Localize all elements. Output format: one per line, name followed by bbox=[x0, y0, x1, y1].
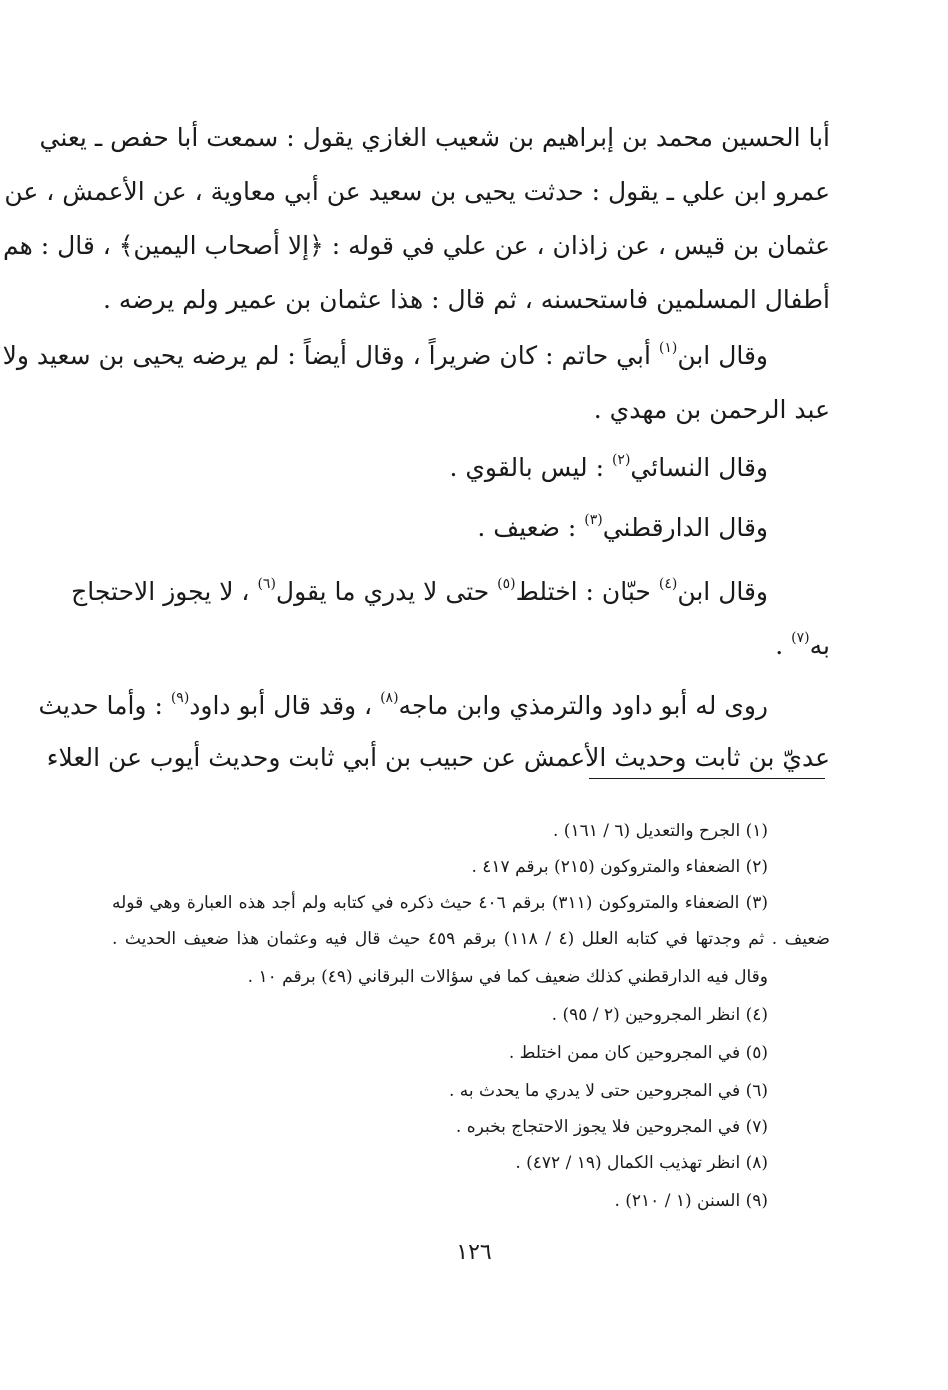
footnote-5: (٥) في المجروحين كان ممن اختلط . bbox=[508, 1043, 768, 1063]
footnote-7: (٧) في المجروحين فلا يجوز الاحتجاج بخبره . bbox=[455, 1117, 768, 1137]
footnote-ref-4: (٤) bbox=[658, 576, 678, 592]
footnote-ref-2: (٢) bbox=[611, 452, 631, 468]
footnote-ref-7: (٧) bbox=[791, 630, 810, 646]
footnote-ref-8: (٨) bbox=[380, 690, 399, 706]
footnote-3-line-2: ضعيف . ثم وجدتها في كتابه العلل (٤ / ١١٨) برقم ٤٥٩ حيث قال فيه وعثمان هذا ضعيف الحديث . bbox=[112, 929, 830, 949]
footnote-ref-3: (٣) bbox=[584, 512, 603, 528]
footnotes bbox=[2, 0, 830, 1230]
footnote-ref-1: (١) bbox=[658, 340, 678, 356]
paragraph-narrators-line-1: روى له أبو داود والترمذي وابن ماجه$^{(٨)}$ ، وقد قال أبو داود$^{(٩)}$ : وأما حديث bbox=[38, 690, 768, 720]
footnote-8: (٨) انظر تهذيب الكمال (١٩ / ٤٧٢) . bbox=[515, 1153, 768, 1173]
body-line-4: أطفال المسلمين فاستحسنه ، ثم قال : هذا عثمان بن عمير ولم يرضه . bbox=[103, 285, 830, 314]
page-number: ١٢٦ bbox=[456, 1240, 492, 1265]
paragraph-narrators-line-2: عديّ بن ثابت وحديث الأعمش عن حبيب بن أبي ثابت وحديث أيوب عن العلاء bbox=[46, 743, 830, 772]
body-line-1: أبا الحسين محمد بن إبراهيم بن شعيب الغازي يقول : سمعت أبا حفص ـ يعني bbox=[39, 123, 830, 152]
body-line-3: عثمان بن قيس ، عن زاذان ، عن علي في قوله : ﴿إلا أصحاب اليمين﴾ ، قال : هم bbox=[2, 231, 830, 260]
footnote-3-line-3: وقال فيه الدارقطني كذلك ضعيف كما في سؤالات البرقاني (٤٩) برقم ١٠ . bbox=[247, 967, 768, 987]
footnote-3-line-1: (٣) الضعفاء والمتروكون (٣١١) برقم ٤٠٦ حيث ذكره في كتابه ولم أجد هذه العبارة وهي قوله bbox=[112, 893, 768, 913]
footnote-ref-9: (٩) bbox=[170, 690, 190, 706]
paragraph-ibn-abi-hatim-line-1: وقال ابن$^{(١)}$ أبي حاتم : كان ضريراً ، وقال أيضاً : لم يرضه يحيى بن سعيد ولا bbox=[2, 340, 768, 370]
footnote-9: (٩) السنن (١ / ٢١٠) . bbox=[614, 1191, 768, 1211]
paragraph-ibn-hibban-line-1: وقال ابن$^{(٤)}$ حبّان : اختلط$^{(٥)}$ حتى لا يدري ما يقول$^{(٦)}$ ، لا يجوز الاحتجاج bbox=[71, 576, 768, 606]
paragraph-daraqutni: وقال الدارقطني$^{(٣)}$ : ضعيف . bbox=[477, 512, 768, 542]
paragraph-nasai: وقال النسائي$^{(٢)}$ : ليس بالقوي . bbox=[449, 452, 768, 482]
footnote-2: (٢) الضعفاء والمتروكون (٢١٥) برقم ٤١٧ . bbox=[471, 857, 768, 877]
body-line-2: عمرو ابن علي ـ يقول : حدثت يحيى بن سعيد عن أبي معاوية ، عن الأعمش ، عن bbox=[4, 177, 830, 206]
footnote-4: (٤) انظر المجروحين (٢ / ٩٥) . bbox=[551, 1005, 768, 1025]
footnote-ref-6: (٦) bbox=[257, 576, 276, 592]
footnote-6: (٦) في المجروحين حتى لا يدري ما يحدث به . bbox=[448, 1081, 768, 1101]
paragraph-ibn-abi-hatim-line-2: عبد الرحمن بن مهدي . bbox=[593, 395, 830, 424]
paragraph-ibn-hibban-line-2: به$^{(٧)}$ . bbox=[775, 630, 830, 660]
footnote-1: (١) الجرح والتعديل (٦ / ١٦١) . bbox=[552, 821, 768, 841]
footnote-ref-5: (٥) bbox=[497, 576, 516, 592]
